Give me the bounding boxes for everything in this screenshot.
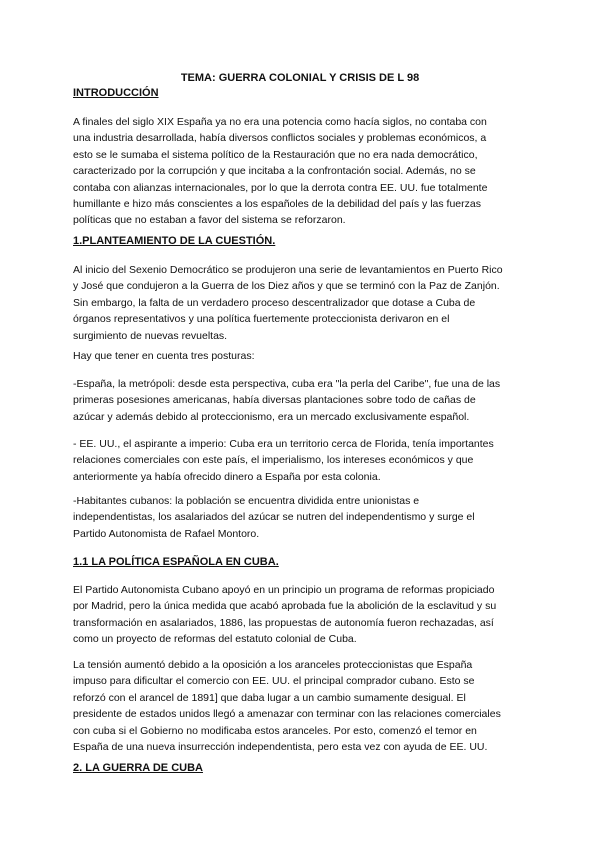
paragraph-introduccion bbox=[73, 114, 529, 229]
paragraph-habitantes bbox=[73, 493, 529, 542]
paragraph-line: España de una nueva insurrección independentista, pero esta vez con ayuda de EE. UU. bbox=[73, 741, 488, 754]
paragraph-line: relaciones comerciales con este país, el imperialismo, los intereses económicos y que bbox=[73, 454, 474, 467]
paragraph-line: Hay que tener en cuenta tres posturas: bbox=[73, 350, 255, 362]
paragraph-line: Al inicio del Sexenio Democrático se produjeron una serie de levantamientos en Puerto Rico bbox=[73, 264, 503, 276]
heading-section-1: 1.PLANTEAMIENTO DE LA CUESTIÓN. bbox=[73, 235, 276, 247]
heading-section-2: 2. LA GUERRA DE CUBA bbox=[73, 762, 203, 774]
paragraph-line: reforzó con el arancel de 1891] que daba lugar a un cambio sumamente desigual. El bbox=[73, 691, 466, 704]
paragraph-espana bbox=[73, 376, 529, 425]
paragraph-eeuu bbox=[73, 436, 529, 485]
paragraph-line: El Partido Autonomista Cubano apoyó en un principio un programa de reformas propiciado bbox=[73, 584, 495, 596]
paragraph-line: Partido Autonomista de Rafael Montoro. bbox=[73, 527, 260, 540]
paragraph-line: - EE. UU., el aspirante a imperio: Cuba era un territorio cerca de Florida, tenía importantes bbox=[73, 438, 494, 450]
paragraph-section-1-intro bbox=[73, 262, 529, 344]
paragraph-line: caracterizado por la corrupción y que incitaba a la confrontación social. Además, no se bbox=[73, 165, 476, 178]
heading-introduccion: INTRODUCCIÓN bbox=[73, 87, 159, 99]
paragraph-line: A finales del siglo XIX España ya no era una potencia como hacía siglos, no contaba con bbox=[73, 116, 487, 128]
paragraph-line: La tensión aumentó debido a la oposición a los aranceles proteccionistas que España bbox=[73, 659, 473, 671]
document-title: TEMA: GUERRA COLONIAL Y CRISIS DE L 98 bbox=[180, 72, 420, 84]
paragraph-line: con cuba si el Gobierno no modificaba estos aranceles. Por esto, comenzó el temor en bbox=[73, 724, 477, 737]
paragraph-line: humillante e hizo más conscientes a los españoles de la debilidad del país y las fuerzas bbox=[73, 198, 481, 211]
paragraph-line: esto se le sumaba el sistema político de la Restauración que no era nada democrático, bbox=[73, 148, 478, 161]
paragraph-line: presidente de estados unidos llegó a amenazar con terminar con las relaciones comerciales bbox=[73, 708, 501, 721]
paragraph-line: órganos representativos y una política fuertemente proteccionista derivaron en el bbox=[73, 313, 450, 326]
paragraph-line: primeras posesiones americanas, había diversas plantaciones sobre todo de cañas de bbox=[73, 394, 476, 407]
paragraph-line: surgimiento de nuevas revueltas. bbox=[73, 329, 228, 342]
heading-section-1-1: 1.1 LA POLÍTICA ESPAÑOLA EN CUBA. bbox=[73, 556, 279, 568]
paragraph-line: por Madrid, pero la única medida que acabó aprobada fue la abolición de la esclavitud y su bbox=[73, 600, 497, 613]
paragraph-line: independentistas, los asalariados del azúcar se nutren del independentismo y surge el bbox=[73, 511, 475, 524]
paragraph-line: una industria desarrollada, había diversos conflictos sociales y problemas económicos, a bbox=[73, 132, 487, 145]
paragraph-line: Sin embargo, la falta de un verdadero proceso descentralizador que dotase a Cuba de bbox=[73, 296, 476, 309]
paragraph-partido-autonomista bbox=[73, 582, 529, 648]
paragraph-line: anteriormente ya había ofrecido dinero a España por esta colonia. bbox=[73, 470, 381, 483]
paragraph-line: y José que condujeron a la Guerra de los Diez años y que se terminó con la Paz de Zanjón. bbox=[73, 280, 500, 293]
paragraph-line: contaba con alianzas internacionales, por lo que la derrota contra EE. UU. fue totalmente bbox=[73, 181, 488, 194]
paragraph-line: azúcar y además debido al proteccionismo, era un mercado exclusivamente español. bbox=[73, 410, 470, 423]
paragraph-aranceles bbox=[73, 657, 529, 755]
paragraph-posturas bbox=[73, 348, 529, 364]
paragraph-line: impuso para dificultar el comercio con EE. UU. el principal comprador cubano. Esto se bbox=[73, 675, 475, 688]
paragraph-line: como un proyecto de reformas del estatuto colonial de Cuba. bbox=[73, 633, 357, 646]
paragraph-line: -Habitantes cubanos: la población se encuentra dividida entre unionistas e bbox=[73, 495, 420, 507]
paragraph-line: políticas que no estaban a favor del sistema se reforzaron. bbox=[73, 214, 346, 227]
paragraph-line: transformación en asalariados, 1886, las propuestas de autonomía fueron rechazadas, así bbox=[73, 616, 494, 629]
paragraph-line: -España, la metrópoli: desde esta perspectiva, cuba era "la perla del Caribe", fue una de las bbox=[73, 378, 501, 390]
